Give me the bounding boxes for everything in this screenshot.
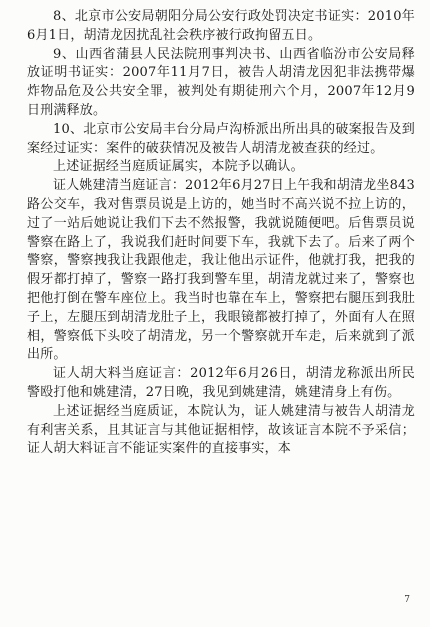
paragraph-evidence-8: 8、北京市公安局朝阳分局公安行政处罚决定书证实：2010年6月1日，胡清龙因扰乱社会秩序被行政拘留五日。 <box>27 9 415 43</box>
document-body <box>27 8 415 459</box>
paragraph-evidence-confirmation: 上述证据经当庭质证属实，本院予以确认。 <box>53 159 304 175</box>
paragraph-evidence-10: 10、北京市公安局丰台分局卢沟桥派出所出具的破案报告及到案经过证实：案件的破获情况及被告人胡清龙被查获的经过。 <box>27 121 415 156</box>
paragraph-evidence-9: 9、山西省蒲县人民法院刑事判决书、山西省临汾市公安局释放证明书证实：2007年11月7日，被告人胡清龙因犯非法携带爆炸物品危及公共安全罪，被判处有期徒刑六个月，2007年12月9日刑满释放。 <box>27 46 415 118</box>
paragraph-witness-hu: 证人胡大料当庭证言：2012年6月26日，胡清龙称派出所民警殴打他和姚建清，27日晚，我见到姚建清，姚建清身上有伤。 <box>27 366 415 400</box>
page-number: 7 <box>404 595 410 605</box>
paragraph-court-opinion: 上述证据经当庭质证，本院认为，证人姚建清与被告人胡清龙有利害关系，且其证言与其他证据相悖，故该证言本院不予采信；证人胡大料证言不能证实案件的直接事实，本 <box>27 403 415 457</box>
paragraph-witness-yao: 证人姚建清当庭证言：2012年6月27日上午我和胡清龙坐843路公交车，我对售票员说是上访的，她当时不高兴说不拉上访的，过了一站后她说让我们下去不然报警，我就说随便吧。后售票员说警察在路上了，我说我们赶时间要下车，我就下去了。后来了两个警察，警察拽我让我跟他走，我让他出示证件，他就打我，把我的假牙都打掉了，警察一路打我到警车里，胡清龙就过来了，警察也把他打倒在警车座位上。我当时也靠在车上，警察把右腿压到我肚子上，左腿压到胡清龙肚子上，我眼镜都被打掉了，外面有人在照相，警察低下头咬了胡清龙，另一个警察就开车走，后来就到了派出所。 <box>27 178 415 363</box>
